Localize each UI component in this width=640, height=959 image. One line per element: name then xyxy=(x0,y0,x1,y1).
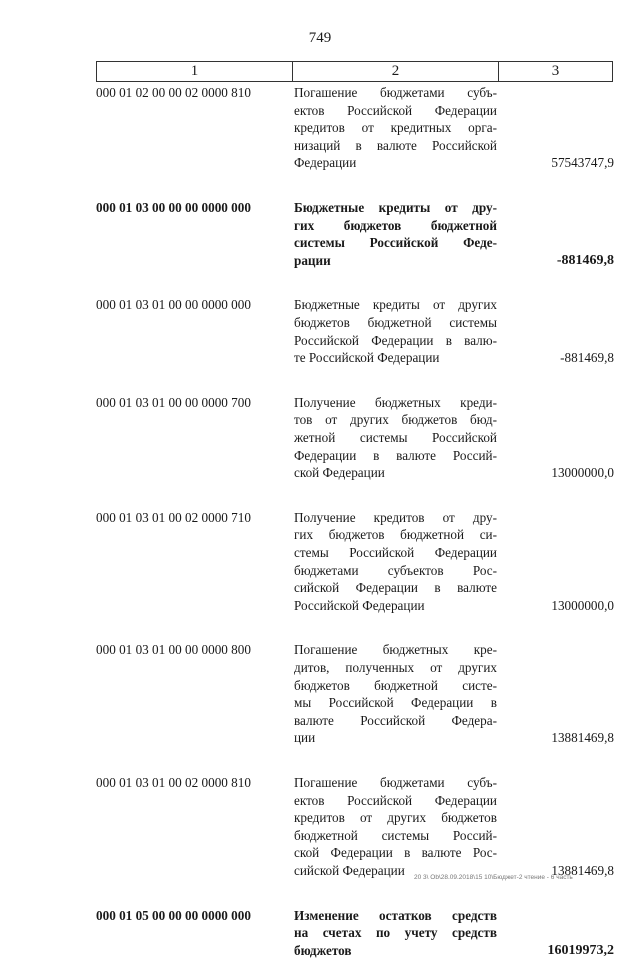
row-code: 000 01 02 00 00 02 0000 810 xyxy=(96,85,251,100)
description-line: рации xyxy=(294,252,331,268)
column-header-1: 1 xyxy=(97,62,293,82)
table-row xyxy=(0,641,640,747)
row-code: 000 01 03 01 00 00 0000 000 xyxy=(96,297,251,313)
description-line: сийской Федерации xyxy=(294,862,405,878)
row-amount: 13881469,8 xyxy=(551,863,614,878)
row-amount: 16019973,2 xyxy=(547,942,614,958)
row-amount: -881469,8 xyxy=(556,252,614,268)
column-header-3: 3 xyxy=(499,62,613,82)
description-line: кредитов от кредитных орга- xyxy=(294,120,497,136)
description-line: Погашение бюджетных кре- xyxy=(294,642,497,658)
description-line: ской Федерации в валюте Рос- xyxy=(294,845,497,861)
description-line: ции xyxy=(294,730,316,746)
table-row xyxy=(0,774,640,880)
row-code: 000 01 05 00 00 00 0000 000 xyxy=(96,907,251,923)
description-line: бюджетов бюджетной системы xyxy=(294,314,497,330)
row-code: 000 01 03 01 00 02 0000 810 xyxy=(96,775,251,790)
row-amount: 13000000,0 xyxy=(551,597,614,613)
row-code: 000 01 03 01 00 00 0000 800 xyxy=(96,642,251,658)
row-description xyxy=(294,394,497,482)
description-line: кредитов от других бюджетов xyxy=(294,810,497,826)
description-line: дитов, полученных от других xyxy=(294,659,497,675)
description-line: Получение бюджетных креди- xyxy=(294,394,497,410)
row-amount: 57543747,9 xyxy=(551,155,614,171)
description-line: на счетах по учету средств xyxy=(294,925,497,941)
row-amount: 13881469,8 xyxy=(551,730,614,746)
description-line: бюджетами субъектов Рос- xyxy=(294,562,497,578)
description-line: стемы Российской Федерации xyxy=(294,544,497,560)
row-code: 000 01 03 01 00 00 0000 700 xyxy=(96,394,251,410)
table-row xyxy=(0,509,640,615)
column-header-table xyxy=(96,61,613,82)
column-header-row xyxy=(97,62,613,82)
row-description xyxy=(294,296,497,366)
table-row xyxy=(0,394,640,482)
description-line: ской Федерации xyxy=(294,465,385,481)
row-description xyxy=(294,509,497,615)
description-line: сийской Федерации в валюте xyxy=(294,580,497,596)
description-line: валюте Российской Федера- xyxy=(294,712,497,728)
description-line: бюджетов xyxy=(294,942,352,958)
description-line: Федерации в валюте Россий- xyxy=(294,447,497,463)
table-row xyxy=(0,84,640,172)
row-description xyxy=(294,199,497,269)
description-line: тов от других бюджетов бюд- xyxy=(294,412,497,428)
footer-file-path: 20 3\ Ob\28.09.2018\15 10\Бюджет-2 чтение - 6 часть xyxy=(414,874,573,881)
description-line: те Российской Федерации xyxy=(294,350,440,366)
row-description xyxy=(294,907,497,959)
row-code: 000 01 03 00 00 00 0000 000 xyxy=(96,200,251,215)
row-amount: -881469,8 xyxy=(560,350,614,366)
table-row xyxy=(0,199,640,269)
row-description xyxy=(294,641,497,747)
description-line: Погашение бюджетами субъ- xyxy=(294,775,497,790)
page-number: 749 xyxy=(308,30,332,46)
description-line: системы Российской Феде- xyxy=(294,235,497,251)
description-line: бюджетной системы Россий- xyxy=(294,827,497,843)
description-line: бюджетов бюджетной систе- xyxy=(294,677,497,693)
description-line: Получение кредитов от дру- xyxy=(294,509,497,525)
description-line: ектов Российской Федерации xyxy=(294,792,497,808)
description-line: ектов Российской Федерации xyxy=(294,102,497,118)
row-description xyxy=(294,774,497,880)
description-line: Погашение бюджетами субъ- xyxy=(294,85,497,100)
table-row xyxy=(0,296,640,366)
description-line: Федерации xyxy=(294,155,357,171)
description-line: гих бюджетов бюджетной си- xyxy=(294,527,497,543)
row-description xyxy=(294,84,497,172)
row-amount: 13000000,0 xyxy=(551,465,614,481)
description-line: Российской Федерации xyxy=(294,597,425,613)
description-line: мы Российской Федерации в xyxy=(294,695,497,711)
row-code: 000 01 03 01 00 02 0000 710 xyxy=(96,509,251,525)
description-line: Бюджетные кредиты от других xyxy=(294,297,497,313)
description-line: низаций в валюте Российской xyxy=(294,137,497,153)
column-header-2: 2 xyxy=(293,62,499,82)
description-line: Российской Федерации в валю- xyxy=(294,332,497,348)
table-row xyxy=(0,907,640,959)
description-line: Изменение остатков средств xyxy=(294,907,497,923)
description-line: жетной системы Российской xyxy=(294,429,497,445)
description-line: Бюджетные кредиты от дру- xyxy=(294,200,497,215)
description-line: гих бюджетов бюджетной xyxy=(294,217,497,233)
